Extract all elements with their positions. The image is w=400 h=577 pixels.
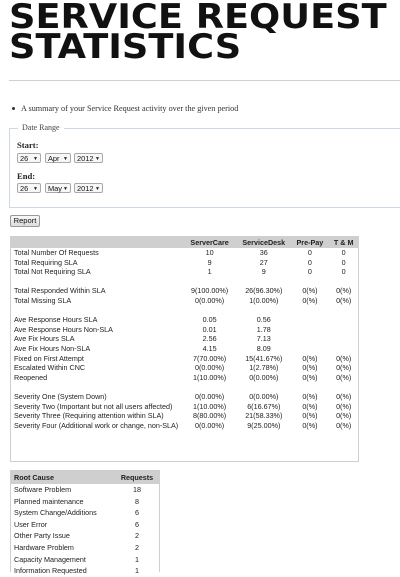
- end-day-value: 26: [20, 184, 29, 193]
- row-label: Fixed on First Attempt: [14, 353, 84, 363]
- table-row: [10, 507, 160, 519]
- row-label: Total Requiring SLA: [14, 257, 78, 267]
- table-row: [10, 530, 160, 542]
- row-value: [292, 315, 329, 325]
- row-value: [292, 344, 329, 354]
- report-button[interactable]: Report: [10, 215, 40, 227]
- row-label: Ave Fix Hours Non-SLA: [14, 343, 91, 353]
- row-value: 0: [307, 267, 312, 277]
- table-row: [10, 554, 160, 566]
- end-year-value: 2012: [77, 184, 94, 193]
- row-value: 0(%): [336, 363, 352, 373]
- row-value: 0: [341, 248, 346, 257]
- request-count: 1: [135, 554, 139, 564]
- row-value: 26(96.30%): [245, 286, 283, 296]
- table-row: [10, 286, 359, 296]
- table-row: [10, 402, 359, 412]
- row-value: 21(58.33%): [245, 411, 283, 421]
- row-value: 10: [205, 248, 214, 257]
- chevron-down-icon: ▼: [95, 156, 100, 162]
- row-label: [10, 277, 183, 287]
- stats-header-label: [10, 236, 183, 248]
- row-value: 27: [259, 257, 268, 267]
- row-value: 7.13: [256, 334, 271, 344]
- row-value: 0(%): [302, 286, 318, 296]
- start-label: Start:: [17, 140, 39, 150]
- chevron-down-icon: ▼: [63, 186, 68, 192]
- chevron-down-icon: ▼: [33, 186, 38, 192]
- row-value: [328, 277, 359, 287]
- row-value: 9(25.00%): [247, 420, 281, 430]
- row-value: 8.09: [256, 343, 271, 353]
- row-value: 1: [207, 267, 212, 277]
- row-value: 0(%): [336, 391, 352, 401]
- row-value: 0: [341, 267, 346, 277]
- root-cause-table: [10, 470, 160, 577]
- root-cause-label: Hardware Problem: [14, 542, 74, 552]
- stats-header-prepay: Pre-Pay: [292, 236, 329, 248]
- requests-header: Requests: [115, 470, 160, 484]
- chevron-down-icon: ▼: [63, 156, 68, 162]
- row-value: [292, 325, 329, 335]
- row-value: 0.56: [256, 315, 271, 325]
- row-value: 7(70.00%): [193, 353, 227, 363]
- row-value: 36: [259, 248, 268, 257]
- table-row: [10, 373, 359, 383]
- root-cause-header-row: [10, 470, 160, 484]
- root-cause-label: Planned maintenance: [14, 496, 84, 506]
- row-value: [328, 334, 359, 344]
- table-row: [10, 542, 160, 554]
- summary-text: A summary of your Service Request activity over the given period: [21, 104, 239, 113]
- row-value: 0(%): [302, 363, 318, 373]
- row-value: 9: [261, 267, 266, 277]
- table-row: [10, 315, 359, 325]
- row-label: Total Number Of Requests: [14, 248, 99, 257]
- table-row: [10, 411, 359, 421]
- row-value: 0: [307, 248, 312, 257]
- table-row: [10, 496, 160, 508]
- page-title: [9, 0, 400, 67]
- row-value: [328, 306, 359, 316]
- row-value: 0(%): [336, 286, 352, 296]
- row-label: Ave Response Hours SLA: [14, 315, 98, 325]
- row-value: 0.05: [202, 315, 217, 325]
- end-month-value: May: [48, 184, 62, 193]
- row-label: Total Not Requiring SLA: [14, 267, 91, 277]
- row-value: 1(10.00%): [193, 401, 227, 411]
- row-label: [10, 306, 183, 316]
- table-row: [10, 325, 359, 335]
- row-value: 0: [341, 257, 346, 267]
- table-row: [10, 421, 359, 431]
- table-row: [10, 344, 359, 354]
- spacer-row: [10, 277, 359, 287]
- row-value: [236, 306, 291, 316]
- date-range-legend: Date Range: [18, 123, 64, 132]
- row-value: [328, 315, 359, 325]
- row-value: 0(%): [302, 295, 318, 305]
- row-label: Reopened: [14, 372, 48, 382]
- table-row: [10, 392, 359, 402]
- row-value: 0(%): [302, 372, 318, 382]
- row-value: 0(%): [302, 420, 318, 430]
- table-row: [10, 363, 359, 373]
- row-value: 0(0.00%): [249, 391, 279, 401]
- row-value: [292, 306, 329, 316]
- end-label: End:: [17, 171, 36, 181]
- chevron-down-icon: ▼: [95, 186, 100, 192]
- table-row: [10, 258, 359, 268]
- row-value: 0(%): [302, 401, 318, 411]
- stats-header-row: [10, 236, 359, 248]
- row-value: 15(41.67%): [245, 353, 283, 363]
- row-value: [292, 277, 329, 287]
- row-value: 0: [307, 257, 312, 267]
- start-day-value: 26: [20, 154, 29, 163]
- root-cause-label: User Error: [14, 519, 48, 529]
- date-range-fieldset: [9, 123, 400, 208]
- root-cause-label: Information Requested: [14, 566, 87, 576]
- row-label: Severity Three (Requiring attention within SLA): [14, 411, 164, 421]
- stats-table: [10, 236, 359, 430]
- start-year-select[interactable]: [74, 153, 103, 163]
- row-value: 1.78: [256, 324, 271, 334]
- start-month-select[interactable]: [45, 153, 71, 163]
- row-value: 0(%): [302, 391, 318, 401]
- row-value: 0(%): [336, 420, 352, 430]
- row-value: 0(0.00%): [195, 363, 225, 373]
- bullet-icon: [12, 107, 15, 110]
- row-label: Ave Fix Hours SLA: [14, 334, 75, 344]
- row-label: Ave Response Hours Non-SLA: [14, 324, 113, 334]
- row-value: [236, 277, 291, 287]
- row-value: [328, 382, 359, 392]
- row-value: 1(0.00%): [249, 295, 279, 305]
- row-value: 0(0.00%): [195, 391, 225, 401]
- row-value: 1(2.78%): [249, 363, 279, 373]
- root-cause-label: Other Party Issue: [14, 531, 70, 541]
- table-row: [10, 565, 160, 577]
- table-row: [10, 296, 359, 306]
- row-value: 0(0.00%): [195, 420, 225, 430]
- row-label: Severity One (System Down): [14, 391, 107, 401]
- row-value: 8(80.00%): [193, 411, 227, 421]
- table-row: [10, 267, 359, 277]
- request-count: 6: [135, 519, 139, 529]
- row-value: 0(%): [336, 353, 352, 363]
- row-label: Escalated Within CNC: [14, 363, 86, 373]
- request-count: 2: [135, 542, 139, 552]
- request-count: 8: [135, 496, 139, 506]
- end-month-select[interactable]: [45, 183, 71, 193]
- row-value: 0(0.00%): [249, 372, 279, 382]
- stats-header-tm: T & M: [328, 236, 359, 248]
- table-row: [10, 248, 359, 258]
- row-label: Severity Four (Additional work or change, non-SLA): [14, 420, 179, 430]
- row-value: [328, 344, 359, 354]
- end-day-select[interactable]: [17, 183, 41, 193]
- row-value: 4.15: [202, 343, 217, 353]
- row-value: 0(0.00%): [195, 295, 225, 305]
- row-label: Total Responded Within SLA: [14, 286, 106, 296]
- title-divider: [9, 80, 400, 81]
- row-value: 0(%): [302, 411, 318, 421]
- chevron-down-icon: ▼: [33, 156, 38, 162]
- root-cause-label: Software Problem: [14, 485, 72, 494]
- row-label: Total Missing SLA: [14, 295, 72, 305]
- page-title-line-2: STATISTICS: [9, 27, 242, 67]
- stats-header-servercare: ServerCare: [183, 236, 236, 248]
- table-row: [10, 334, 359, 344]
- start-month-value: Apr: [48, 154, 60, 163]
- row-value: 9(100.00%): [191, 286, 229, 296]
- spacer-row: [10, 306, 359, 316]
- row-value: 9: [207, 257, 212, 267]
- row-value: [292, 382, 329, 392]
- root-cause-label: System Change/Additions: [14, 508, 97, 518]
- spacer-row: [10, 382, 359, 392]
- row-value: 0.01: [202, 324, 217, 334]
- summary-list-item: [10, 104, 238, 113]
- row-value: 1(10.00%): [193, 372, 227, 382]
- stats-header-servicedesk: ServiceDesk: [236, 236, 291, 248]
- root-cause-header: Root Cause: [10, 470, 115, 484]
- start-year-value: 2012: [77, 154, 94, 163]
- row-value: [328, 325, 359, 335]
- row-value: 6(16.67%): [247, 401, 281, 411]
- row-label: [10, 382, 183, 392]
- request-count: 2: [135, 531, 139, 541]
- row-value: [183, 277, 236, 287]
- row-label: Severity Two (Important but not all users affected): [14, 401, 173, 411]
- table-row: [10, 484, 160, 496]
- row-value: 0(%): [336, 411, 352, 421]
- row-value: [183, 306, 236, 316]
- row-value: 0(%): [336, 372, 352, 382]
- row-value: 0(%): [302, 353, 318, 363]
- table-row: [10, 354, 359, 364]
- end-year-select[interactable]: [74, 183, 103, 193]
- row-value: [292, 334, 329, 344]
- row-value: [236, 382, 291, 392]
- page-title-line-1: SERVICE REQUEST: [9, 0, 387, 37]
- row-value: 0(%): [336, 295, 352, 305]
- request-count: 6: [135, 508, 139, 518]
- request-count: 1: [135, 566, 139, 576]
- row-value: 2.56: [202, 334, 217, 344]
- row-value: 0(%): [336, 401, 352, 411]
- table-row: [10, 519, 160, 531]
- row-value: [183, 382, 236, 392]
- start-day-select[interactable]: [17, 153, 41, 163]
- root-cause-label: Capacity Management: [14, 554, 86, 564]
- request-count: 18: [133, 485, 141, 494]
